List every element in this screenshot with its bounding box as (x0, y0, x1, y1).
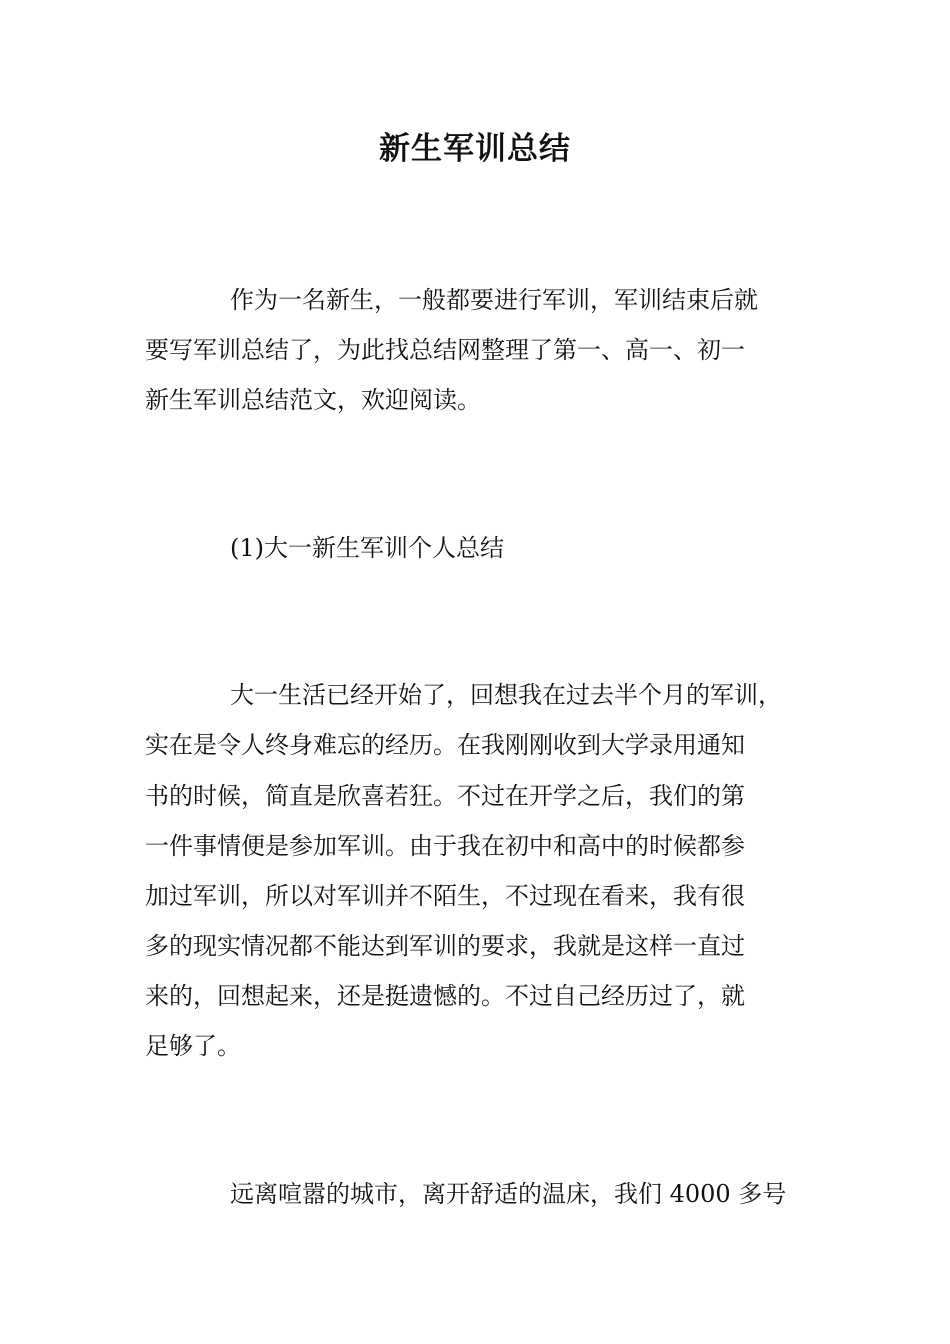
body-line-4: 一件事情便是参加军训。由于我在初中和高中的时候都参 (145, 832, 745, 860)
body-line-3: 书的时候，简直是欣喜若狂。不过在开学之后，我们的第 (145, 782, 745, 810)
body-line-2: 实在是令人终身难忘的经历。在我刚刚收到大学录用通知 (145, 731, 745, 759)
next-paragraph-line-1: 远离喧嚣的城市，离开舒适的温床，我们 4000 多号 (230, 1180, 787, 1208)
intro-line-1: 作为一名新生，一般都要进行军训，军训结束后就 (230, 286, 758, 314)
body-line-1: 大一生活已经开始了，回想我在过去半个月的军训， (230, 681, 782, 709)
body-line-6: 多的现实情况都不能达到军训的要求，我就是这样一直过 (145, 932, 745, 960)
intro-line-3: 新生军训总结范文，欢迎阅读。 (145, 386, 481, 414)
intro-line-2: 要写军训总结了，为此找总结网整理了第一、高一、初一 (145, 336, 745, 364)
body-line-8: 足够了。 (145, 1032, 241, 1060)
body-line-5: 加过军训，所以对军训并不陌生，不过现在看来，我有很 (145, 882, 745, 910)
section-heading: (1)大一新生军训个人总结 (230, 534, 504, 562)
document-title: 新生军训总结 (379, 131, 571, 167)
body-line-7: 来的，回想起来，还是挺遗憾的。不过自己经历过了，就 (145, 982, 745, 1010)
